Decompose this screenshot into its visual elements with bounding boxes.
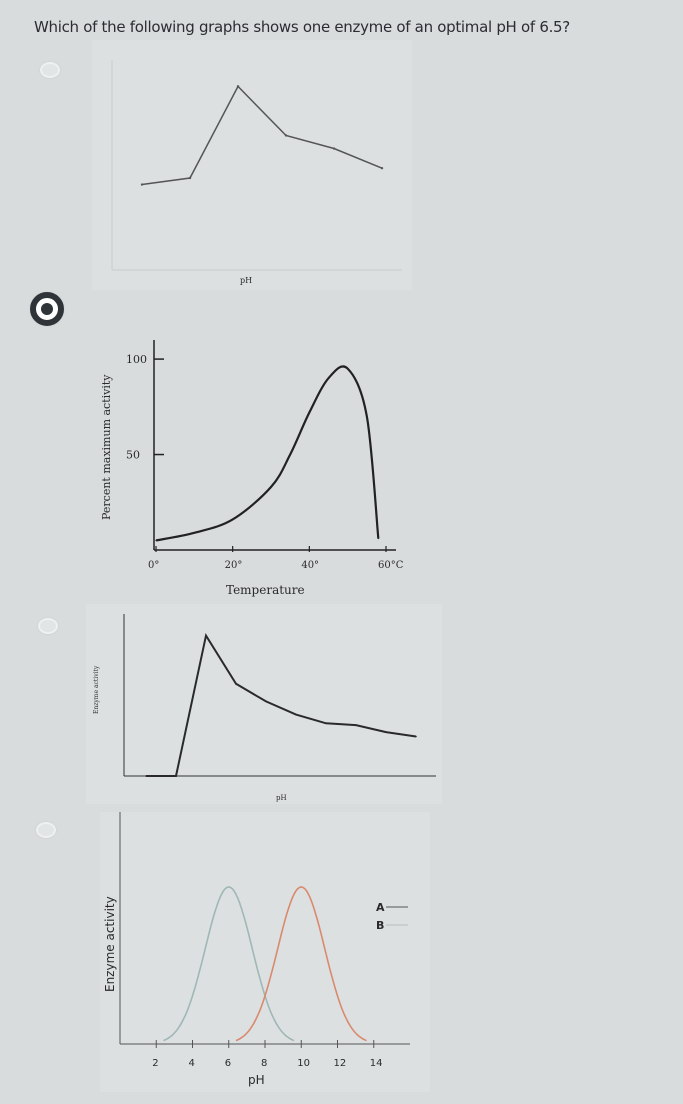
- option-4-x-tick-label-2: 6: [224, 1058, 232, 1069]
- option-2-data-point-8: [366, 416, 367, 417]
- option-2-y-tick-label-1: 100: [126, 353, 147, 367]
- option-4-x-tick-label-5: 12: [333, 1058, 347, 1069]
- option-2-data-point-4: [290, 454, 291, 455]
- option-2-data-point-5: [309, 412, 310, 413]
- option-2-data-point-3: [270, 486, 271, 487]
- option-2-graph[interactable]: [96, 300, 426, 600]
- option-3-data-point-7: [355, 724, 357, 726]
- option-2-series-line: [156, 366, 378, 540]
- option-4-x-tick-label-4: 10: [297, 1058, 310, 1069]
- option-4-x-tick-label-1: 4: [188, 1058, 195, 1069]
- option-2-x-tick-label-1: 20°: [224, 560, 243, 571]
- option-2-data-point-6: [328, 378, 329, 379]
- option-3-data-point-3: [235, 683, 237, 685]
- option-2-x-tick-label-2: 40°: [301, 560, 320, 571]
- option-1-radio[interactable]: [40, 62, 60, 78]
- option-3-data-point-8: [385, 731, 387, 733]
- option-4-radio[interactable]: [36, 822, 56, 838]
- option-3-data-point-2: [205, 635, 207, 637]
- option-1-data-point-0: [141, 183, 143, 185]
- option-1-chart: [92, 40, 412, 290]
- option-1-data-point-4: [333, 147, 335, 149]
- option-2-data-point-0: [155, 540, 156, 541]
- option-3-xlabel: pH: [276, 794, 287, 802]
- option-4-ylabel: Enzyme activity: [103, 896, 117, 992]
- option-1-data-point-2: [237, 85, 239, 87]
- option-2-ylabel: Percent maximum activity: [100, 374, 113, 520]
- option-3-data-point-6: [325, 723, 327, 725]
- option-3-data-point-9: [415, 736, 417, 738]
- option-3-ylabel: Enzyme activity: [93, 665, 100, 714]
- option-3-chart: [86, 604, 442, 804]
- option-2-x-tick-label-0: 0°: [148, 560, 160, 571]
- option-2-data-point-7: [347, 368, 348, 369]
- option-2-y-tick-label-0: 50: [126, 448, 140, 462]
- option-3-data-point-4: [265, 701, 267, 703]
- option-2-radio[interactable]: [30, 292, 64, 326]
- option-4-legend-label-B: B: [376, 919, 385, 932]
- option-2-chart: [96, 300, 426, 600]
- option-4-chart: [100, 812, 430, 1092]
- option-4-xlabel: pH: [248, 1073, 265, 1087]
- option-2-data-point-1: [194, 532, 195, 533]
- question-text: Which of the following graphs shows one enzyme of an optimal pH of 6.5?: [34, 18, 570, 36]
- option-2-x-tick-label-3: 60°C: [378, 560, 404, 571]
- option-4-x-tick-label-0: 2: [152, 1058, 159, 1069]
- option-4-legend-label-A: A: [376, 901, 385, 914]
- option-3-data-point-0: [145, 775, 147, 777]
- option-1-graph[interactable]: [92, 40, 412, 290]
- option-1-data-point-1: [189, 177, 191, 179]
- option-2-xlabel: Temperature: [226, 583, 305, 597]
- option-3-data-point-1: [175, 775, 177, 777]
- option-1-data-point-3: [285, 134, 287, 136]
- option-3-radio[interactable]: [38, 618, 58, 634]
- option-4-graph[interactable]: [100, 812, 430, 1092]
- option-2-radio-dot: [41, 303, 53, 315]
- option-4-x-tick-label-3: 8: [261, 1058, 268, 1069]
- option-3-graph[interactable]: [86, 604, 442, 804]
- option-2-data-point-2: [232, 519, 233, 520]
- option-3-data-point-5: [295, 714, 297, 716]
- option-2-data-point-9: [378, 538, 379, 539]
- option-4-x-tick-label-6: 14: [369, 1058, 383, 1069]
- option-1-data-point-5: [381, 167, 383, 169]
- option-1-xlabel: pH: [240, 276, 253, 285]
